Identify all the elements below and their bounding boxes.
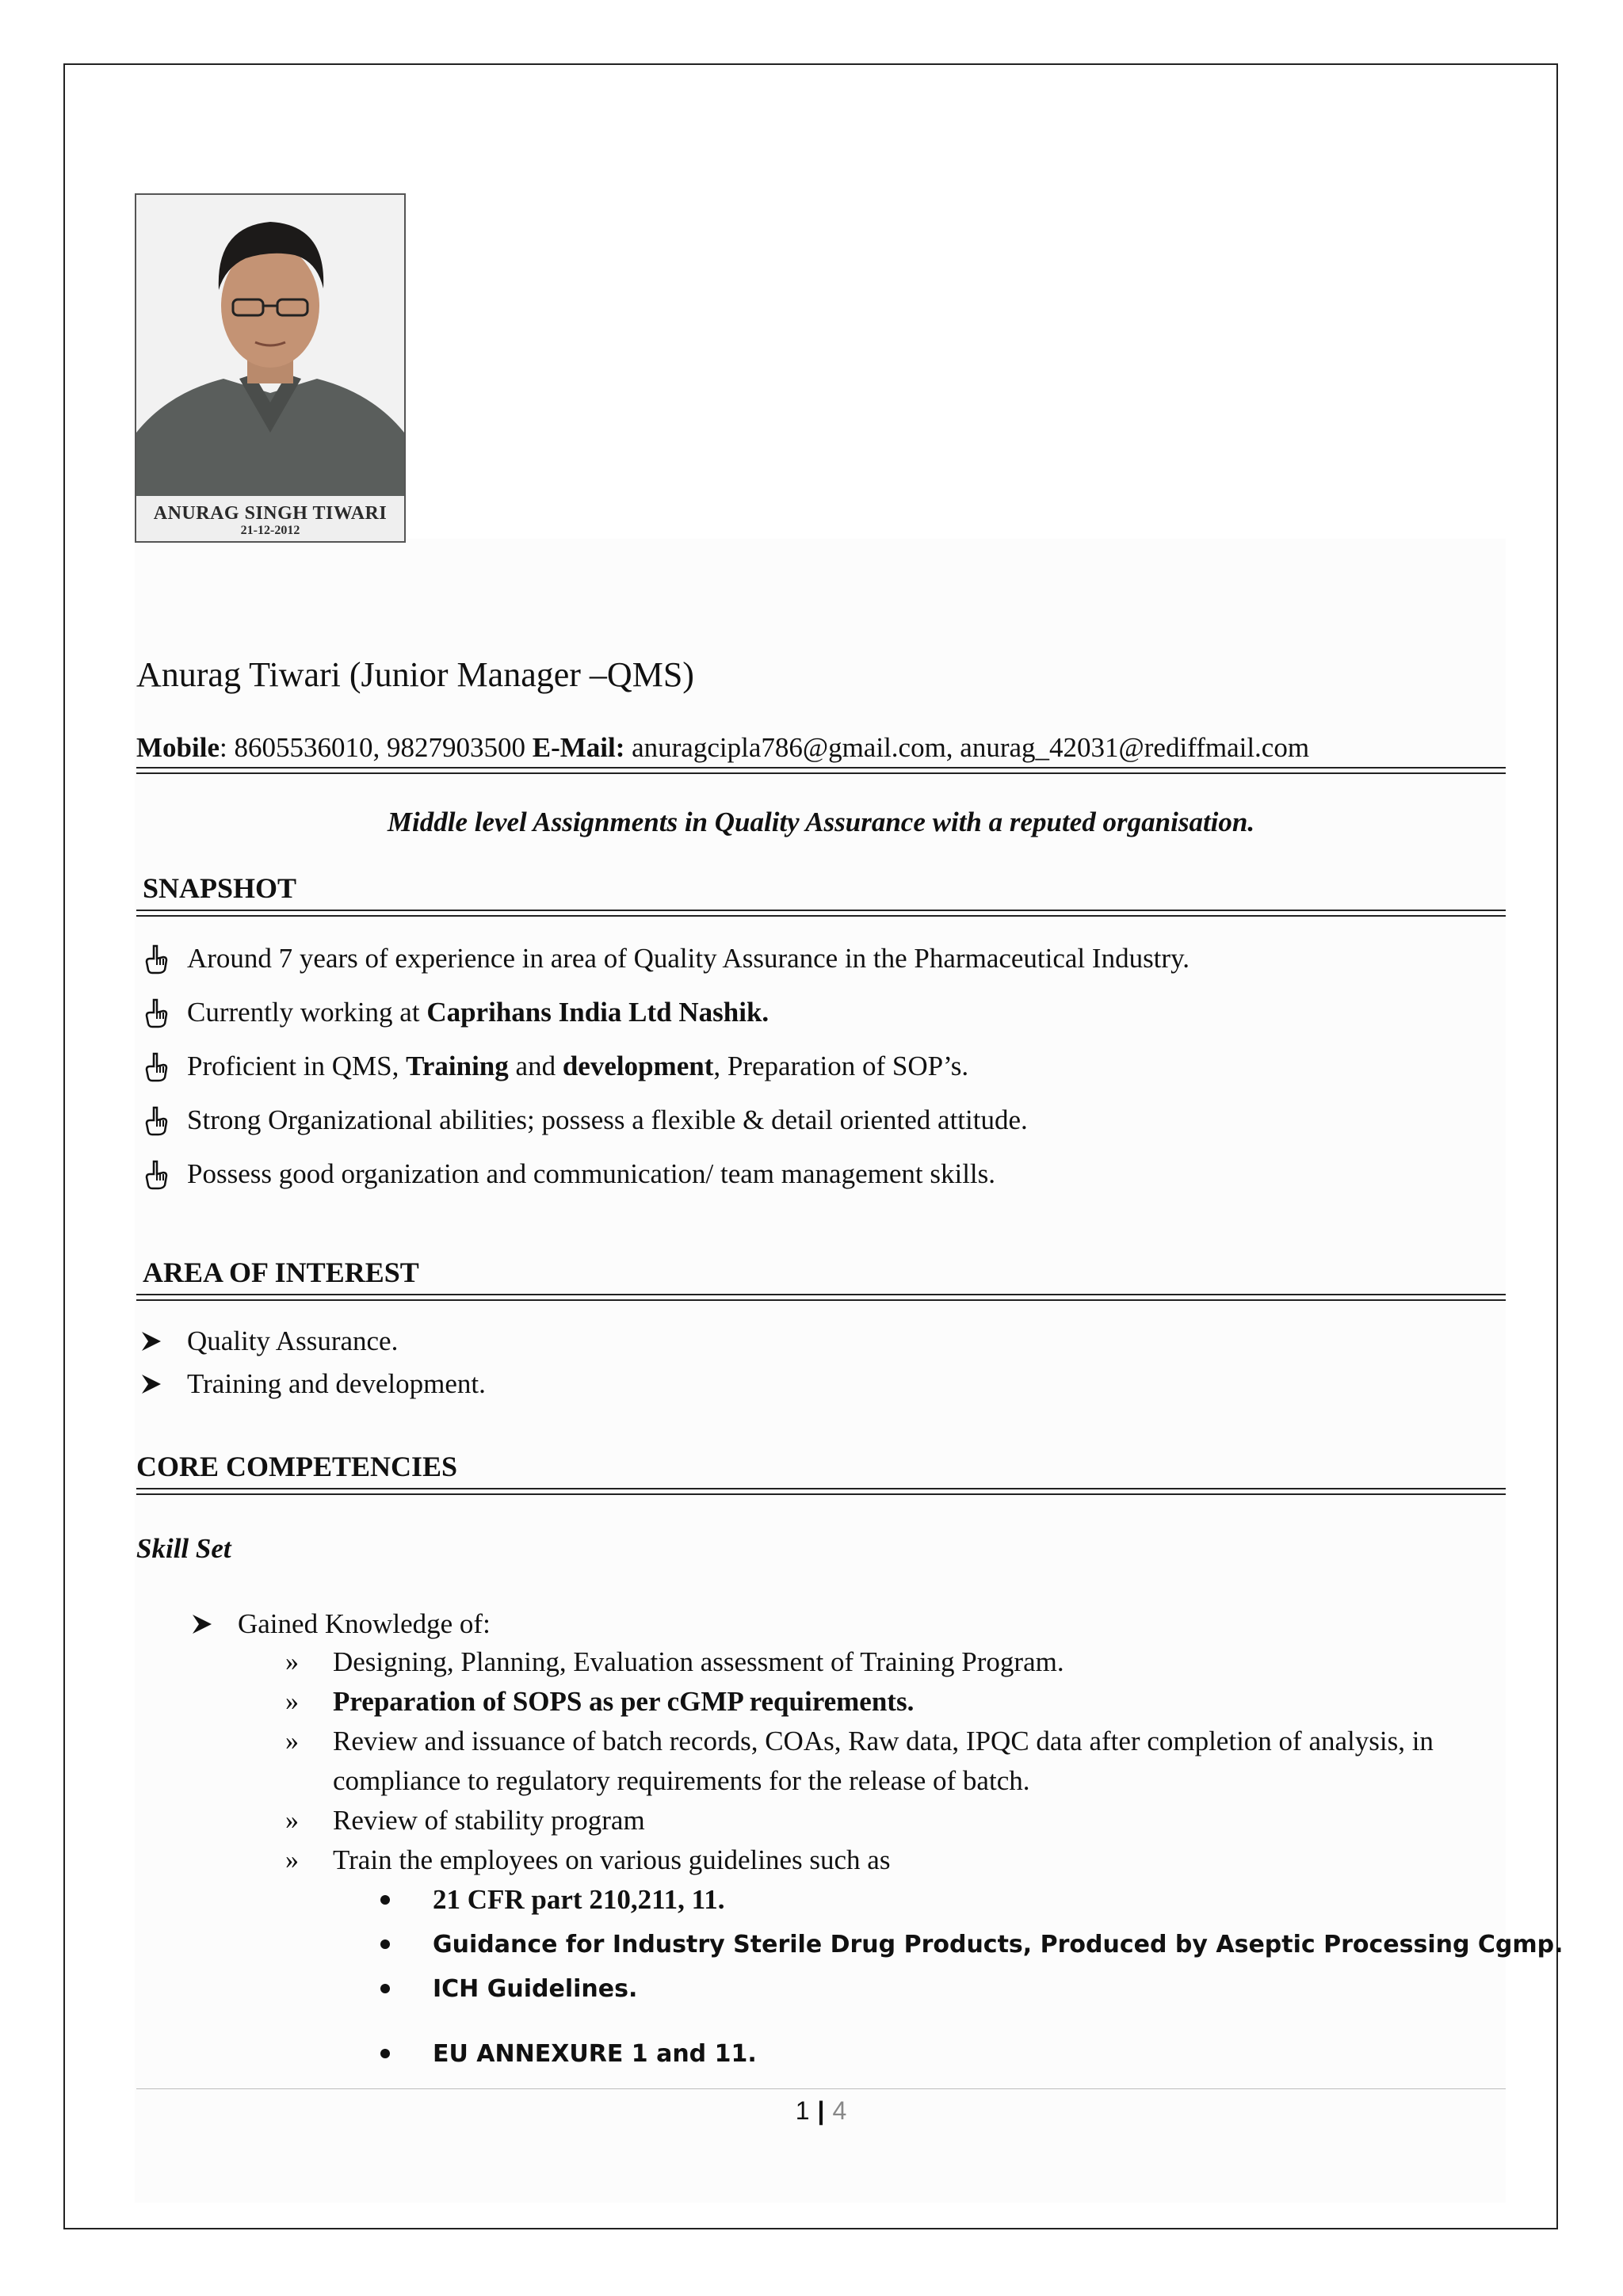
text-run: Proficient in QMS, [187, 1051, 407, 1081]
area-of-interest-heading: AREA OF INTEREST [143, 1257, 419, 1288]
bold-text: Training [406, 1051, 509, 1081]
bullet-dot-icon [380, 2049, 390, 2058]
list-item [136, 1093, 1190, 1147]
name-title: Anurag Tiwari (Junior Manager –QMS) [136, 655, 694, 694]
core-competencies-heading: CORE COMPETENCIES [136, 1451, 458, 1482]
snapshot-divider [136, 910, 1506, 917]
list-item [136, 932, 1190, 986]
snapshot-text [187, 943, 1190, 974]
guidelines-list [372, 1878, 1564, 2076]
guideline-text: ICH Guidelines. [433, 1974, 638, 2003]
text-run: Possess good organization and communication/ team management skills. [187, 1158, 996, 1189]
list-item [136, 1363, 486, 1405]
total-pages: 4 [832, 2096, 847, 2125]
snapshot-text [187, 1051, 968, 1082]
gained-knowledge-text: Gained Knowledge of: [238, 1608, 491, 1639]
photo-caption-date: 21-12-2012 [240, 524, 300, 537]
snapshot-text [187, 1104, 1028, 1136]
text-run: and [508, 1051, 563, 1081]
list-item [285, 1642, 1510, 1682]
footer-divider [136, 2088, 1506, 2089]
knowledge-text: Review of stability program [333, 1805, 645, 1836]
pointing-hand-icon [141, 1104, 171, 1136]
contact-line [136, 732, 1309, 764]
text-run: , Preparation of SOP’s. [713, 1051, 969, 1081]
pointing-hand-icon [141, 1158, 171, 1190]
list-item [136, 986, 1190, 1039]
pointing-hand-icon [141, 943, 171, 974]
text-run: Currently working at [187, 997, 427, 1028]
knowledge-list [285, 1642, 1510, 1880]
bullet-dot-icon [380, 1895, 390, 1905]
arrowhead-bullet-icon [190, 1612, 214, 1636]
list-item [285, 1722, 1510, 1801]
photo-caption [136, 504, 404, 537]
double-chevron-icon: » [285, 1687, 299, 1716]
knowledge-text: Preparation of SOPS as per cGMP requirements. [333, 1686, 915, 1717]
page-number: 1 [795, 2096, 810, 2125]
arrowhead-bullet-icon [139, 1372, 163, 1396]
interest-text: Training and development. [187, 1368, 486, 1399]
pointing-hand-icon [141, 997, 171, 1028]
email-label: E-Mail: [532, 732, 625, 763]
list-item [372, 1878, 1564, 1922]
interest-list [136, 1320, 486, 1405]
bullet-dot-icon [380, 1939, 390, 1949]
list-item [372, 2031, 1564, 2076]
list-item [136, 1147, 1190, 1201]
mobile-label: Mobile [136, 732, 220, 763]
skill-set-label: Skill Set [136, 1533, 231, 1564]
guideline-text: 21 CFR part 210,211, 11. [433, 1884, 725, 1915]
area-of-interest-divider [136, 1294, 1506, 1301]
knowledge-text: Designing, Planning, Evaluation assessment of Training Program. [333, 1646, 1064, 1677]
core-competencies-divider [136, 1488, 1506, 1495]
double-chevron-icon: » [285, 1726, 299, 1756]
double-chevron-icon: » [285, 1647, 299, 1676]
snapshot-text [187, 997, 769, 1028]
guideline-text: EU ANNEXURE 1 and 11. [433, 2039, 757, 2068]
page-separator: | [817, 2096, 825, 2125]
list-item [372, 1966, 1564, 2011]
interest-text: Quality Assurance. [187, 1325, 399, 1356]
list-item [285, 1682, 1510, 1722]
list-item [136, 1039, 1190, 1093]
list-item [136, 1320, 486, 1363]
text-run: Strong Organizational abilities; possess a flexible & detail oriented attitude. [187, 1104, 1028, 1135]
knowledge-text: Train the employees on various guidelines such as [333, 1844, 891, 1875]
objective: Middle level Assignments in Quality Assurance with a reputed organisation. [387, 807, 1255, 837]
photo-caption-name: ANURAG SINGH TIWARI [153, 503, 388, 524]
email-value: anuragcipla786@gmail.com, anurag_42031@rediffmail.com [624, 732, 1310, 763]
bullet-dot-icon [380, 1984, 390, 1993]
page-footer [136, 2096, 1506, 2126]
bold-text: development [562, 1051, 714, 1081]
list-item [285, 1801, 1510, 1840]
snapshot-heading: SNAPSHOT [143, 872, 297, 904]
list-item [372, 1922, 1564, 1966]
guideline-text: Guidance for Industry Sterile Drug Products, Produced by Aseptic Processing Cgmp. [433, 1930, 1564, 1958]
snapshot-text [187, 1158, 995, 1190]
arrowhead-bullet-icon [139, 1329, 163, 1353]
profile-photo [135, 193, 406, 543]
list-item [285, 1840, 1510, 1880]
gained-knowledge [187, 1608, 491, 1640]
knowledge-text: Review and issuance of batch records, COAs, Raw data, IPQC data after completion of analysis, in compliance to regulatory requirements for the release of batch. [333, 1726, 1434, 1796]
double-chevron-icon: » [285, 1806, 299, 1835]
snapshot-list [136, 932, 1190, 1201]
portrait-illustration [136, 195, 404, 541]
bold-text: Caprihans India Ltd Nashik. [426, 997, 769, 1028]
pointing-hand-icon [141, 1051, 171, 1082]
text-run: Around 7 years of experience in area of Quality Assurance in the Pharmaceutical Industry. [187, 943, 1190, 974]
header-divider [136, 767, 1506, 774]
mobile-value: : 8605536010, 9827903500 [219, 732, 533, 763]
double-chevron-icon: » [285, 1845, 299, 1875]
